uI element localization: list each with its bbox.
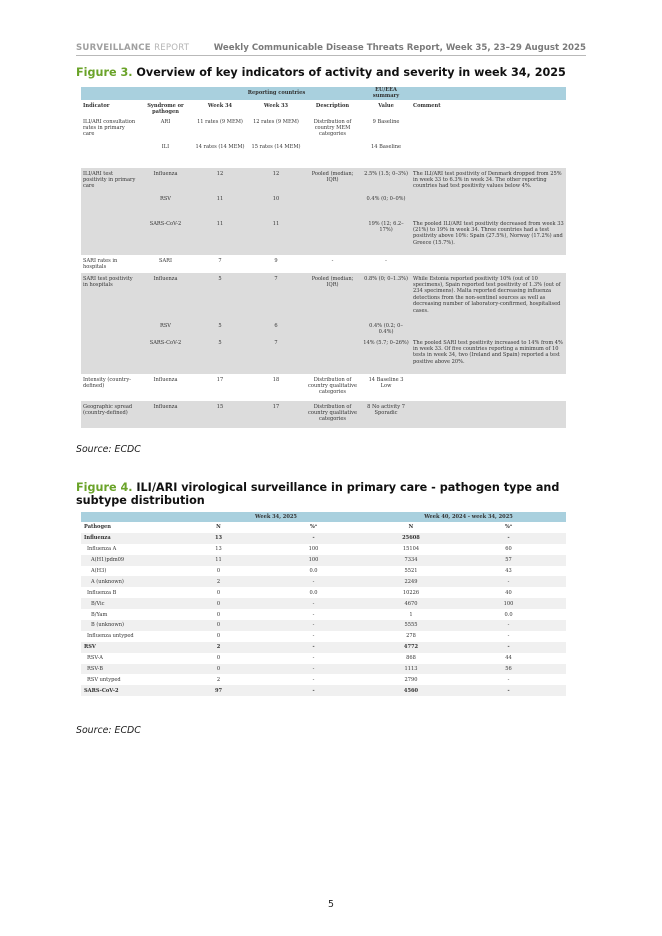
season-group-header: Week 40, 2024 - week 34, 2025	[371, 512, 566, 522]
report-title: Weekly Communicable Disease Threats Report, Week 35, 23–29 August 2025	[213, 43, 586, 53]
col-n-season: N	[371, 522, 451, 533]
table-row: Geographic spread (country-defined) Influenza 15 17 Distribution of country qualitative categories 8 No activity 7 Sporadic	[81, 401, 566, 428]
page-header	[76, 43, 586, 56]
col-week34: Week 34	[192, 100, 248, 116]
table-row: RSV 2 - 4772 -	[81, 642, 566, 653]
page-number: 5	[328, 899, 334, 910]
col-syndrome: Syndrome or pathogen	[139, 100, 192, 116]
table-row: ILI 14 rates (14 MEM) 15 rates (14 MEM) 14 Baseline	[161, 143, 402, 150]
table-row: SARS-CoV-2 97 - 4560 -	[81, 685, 566, 696]
col-value: Value	[361, 100, 411, 116]
col-pct-week: %ᵃ	[256, 522, 371, 533]
table-row: SARS-CoV-2 5 7 14% (5.7; 0–26%) The pooled SARI test positivity increased to 14% from 4% in week 33. Of five countries reporting a minimum of 10 tests in week 34, two (Ireland and Spain) reported a test positive above 20%.	[81, 340, 566, 374]
col-n-week: N	[181, 522, 256, 533]
table-row: SARI rates in hospitals SARI 7 9 - -	[83, 257, 387, 271]
figure3-title	[76, 66, 566, 79]
figure4-title	[76, 481, 586, 507]
table-row: B (unknown) 0 - 5555 -	[81, 620, 566, 631]
table-row: RSV untyped 2 - 2790 -	[87, 676, 510, 683]
col-week33: Week 33	[248, 100, 304, 116]
figure4-number: Figure 4.	[76, 481, 133, 494]
table-row: RSV-A 0 - 868 44	[87, 655, 512, 662]
table-row: Influenza A 13 100 15104 60	[87, 546, 512, 553]
table-row: A(H3) 0 0.0 5521 43	[91, 568, 512, 574]
table-row: Influenza B 0 0.0 10226 40	[87, 589, 512, 596]
summary-header: EU/EEA summary	[361, 87, 411, 100]
table-row: A(H1)pdm09 11 100 7334 57	[81, 555, 566, 566]
table-row: RSV 5 6 0.4% (0.2; 0–0.4%)	[81, 323, 566, 340]
table3-column-header	[81, 100, 566, 116]
figure3-title-text: Overview of key indicators of activity and severity in week 34, 2025	[136, 66, 566, 79]
week-group-header: Week 34, 2025	[181, 512, 371, 522]
col-description: Description	[304, 100, 361, 116]
key-indicators-table	[81, 87, 566, 428]
table-row: B/Yam 0 - 1 0.0	[91, 611, 513, 618]
col-pct-season: %ᵃ	[451, 522, 566, 533]
table-row: A (unknown) 2 - 2249 -	[81, 576, 566, 587]
table-row: ILI/ARI test positivity in primary care Influenza 12 12 Pooled (median; IQR) 2.5% (1.5; 0–3%) The ILI/ARI test positivity of Denmark dropped from 25% in week 33 to 6.3% in week 34. The other reporting countries had test positivity values below 4%.	[81, 168, 566, 196]
figure3-source: Source: ECDC	[76, 444, 141, 455]
table-row: Influenza 13 - 25608 -	[81, 533, 566, 544]
report-brand	[76, 43, 189, 53]
col-comment: Comment	[411, 100, 566, 116]
table4-column-header	[81, 522, 566, 533]
table3-group-header	[81, 87, 566, 100]
col-pathogen: Pathogen	[81, 522, 181, 533]
table-row: RSV 11 10 0.4% (0; 0–0%)	[81, 196, 566, 221]
reporting-countries-header: Reporting countries	[192, 87, 361, 100]
table-row: SARS-CoV-2 11 11 19% (12; 6.2–17%) The pooled ILI/ARI test positivity decreased from week 33 (21%) to 19% in week 34. Three countries had a test positivity above 10%: Spain (27.5%), Norway (17.2%) and Greece (15.7%).	[81, 221, 566, 255]
figure4-title-text: ILI/ARI virological surveillance in primary care - pathogen type and subtype distribution	[76, 481, 560, 507]
table-row: Influenza untyped 0 - 278 -	[87, 633, 510, 640]
table4-group-header	[81, 512, 566, 522]
table-row: RSV-B 0 - 1113 56	[81, 664, 566, 675]
figure4-source: Source: ECDC	[76, 725, 141, 736]
table-row: B/Vic 0 - 4670 100	[81, 598, 566, 609]
col-indicator: Indicator	[81, 100, 139, 116]
brand-bold: SURVEILLANCE	[76, 43, 151, 53]
pathogen-distribution-table	[81, 512, 566, 696]
table-row: Intensity (country-defined) Influenza 17 18 Distribution of country qualitative categories 14 Baseline 3 Low	[83, 376, 404, 396]
table-row: SARI test positivity in hospitals Influenza 5 7 Pooled (median; IQR) 0.8% (0; 0–1.3%) While Estonia reported positivity 10% (out of 10 specimens), Spain reported test positivity of 1.3% (out of 234 specimens). Malta reported decreasing influenza detections from the non-sentinel sources as well as decreasing number of laboratory-confirmed, hospitalised cases.	[81, 273, 566, 323]
figure3-number: Figure 3.	[76, 66, 133, 79]
table-row: ILI/ARI consultation rates in primary care ARI 11 rates (9 MEM) 12 rates (9 MEM) Distribution of country MEM categories 9 Baseline	[83, 118, 400, 138]
brand-light: REPORT	[154, 43, 190, 53]
